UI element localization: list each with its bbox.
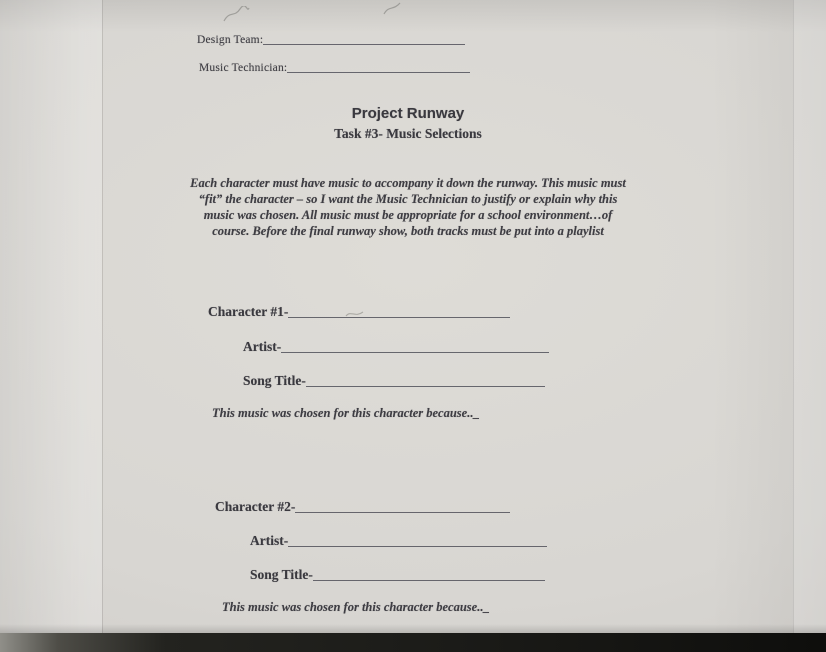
design-team-field (197, 33, 465, 46)
song-title-1-blank-line (306, 375, 545, 387)
character-1-blank-line (288, 306, 510, 318)
music-technician-field (199, 61, 470, 74)
character-2-field (215, 498, 510, 516)
page-subtitle: Task #3- Music Selections (334, 126, 482, 141)
song-title-1-label: Song Title- (243, 373, 306, 388)
left-paper-edge (0, 0, 103, 652)
artist-1-label: Artist- (243, 339, 282, 354)
music-technician-label: Music Technician: (199, 62, 288, 74)
right-paper-edge (793, 0, 826, 652)
design-team-blank-line (263, 33, 465, 45)
reason-prompt-1: This music was chosen for this character because.._ (212, 406, 480, 420)
artist-2-label: Artist- (250, 533, 289, 548)
song-title-2-field (250, 566, 545, 584)
song-title-2-blank-line (313, 569, 545, 581)
song-title-1-field (243, 372, 545, 390)
pen-scribble-icon (382, 2, 402, 16)
character-2-label: Character #2- (215, 499, 296, 514)
character-2-blank-line (295, 501, 510, 513)
desk-edge (0, 633, 826, 652)
artist-1-field (243, 338, 549, 356)
instructions-paragraph: Each character must have music to accompany it down the runway. This music must “fit” the character – so I want the Music Technician to justify or explain why this music was chosen. All music must be appropriate for a school environment…of course. Before the final runway show, both tracks must be put into a playlist (190, 176, 626, 238)
song-title-2-label: Song Title- (250, 567, 313, 582)
artist-2-blank-line (288, 535, 547, 547)
reason-prompt-2: This music was chosen for this character because.._ (222, 600, 490, 614)
pen-scribble-icon (222, 6, 250, 24)
artist-2-field (250, 532, 547, 550)
music-technician-blank-line (287, 61, 470, 73)
page-title: Project Runway (351, 105, 465, 122)
paper-bottom-shadow (0, 624, 826, 633)
artist-1-blank-line (281, 341, 549, 353)
design-team-label: Design Team: (197, 34, 264, 46)
character-1-label: Character #1- (208, 304, 289, 319)
character-1-field (208, 303, 510, 321)
